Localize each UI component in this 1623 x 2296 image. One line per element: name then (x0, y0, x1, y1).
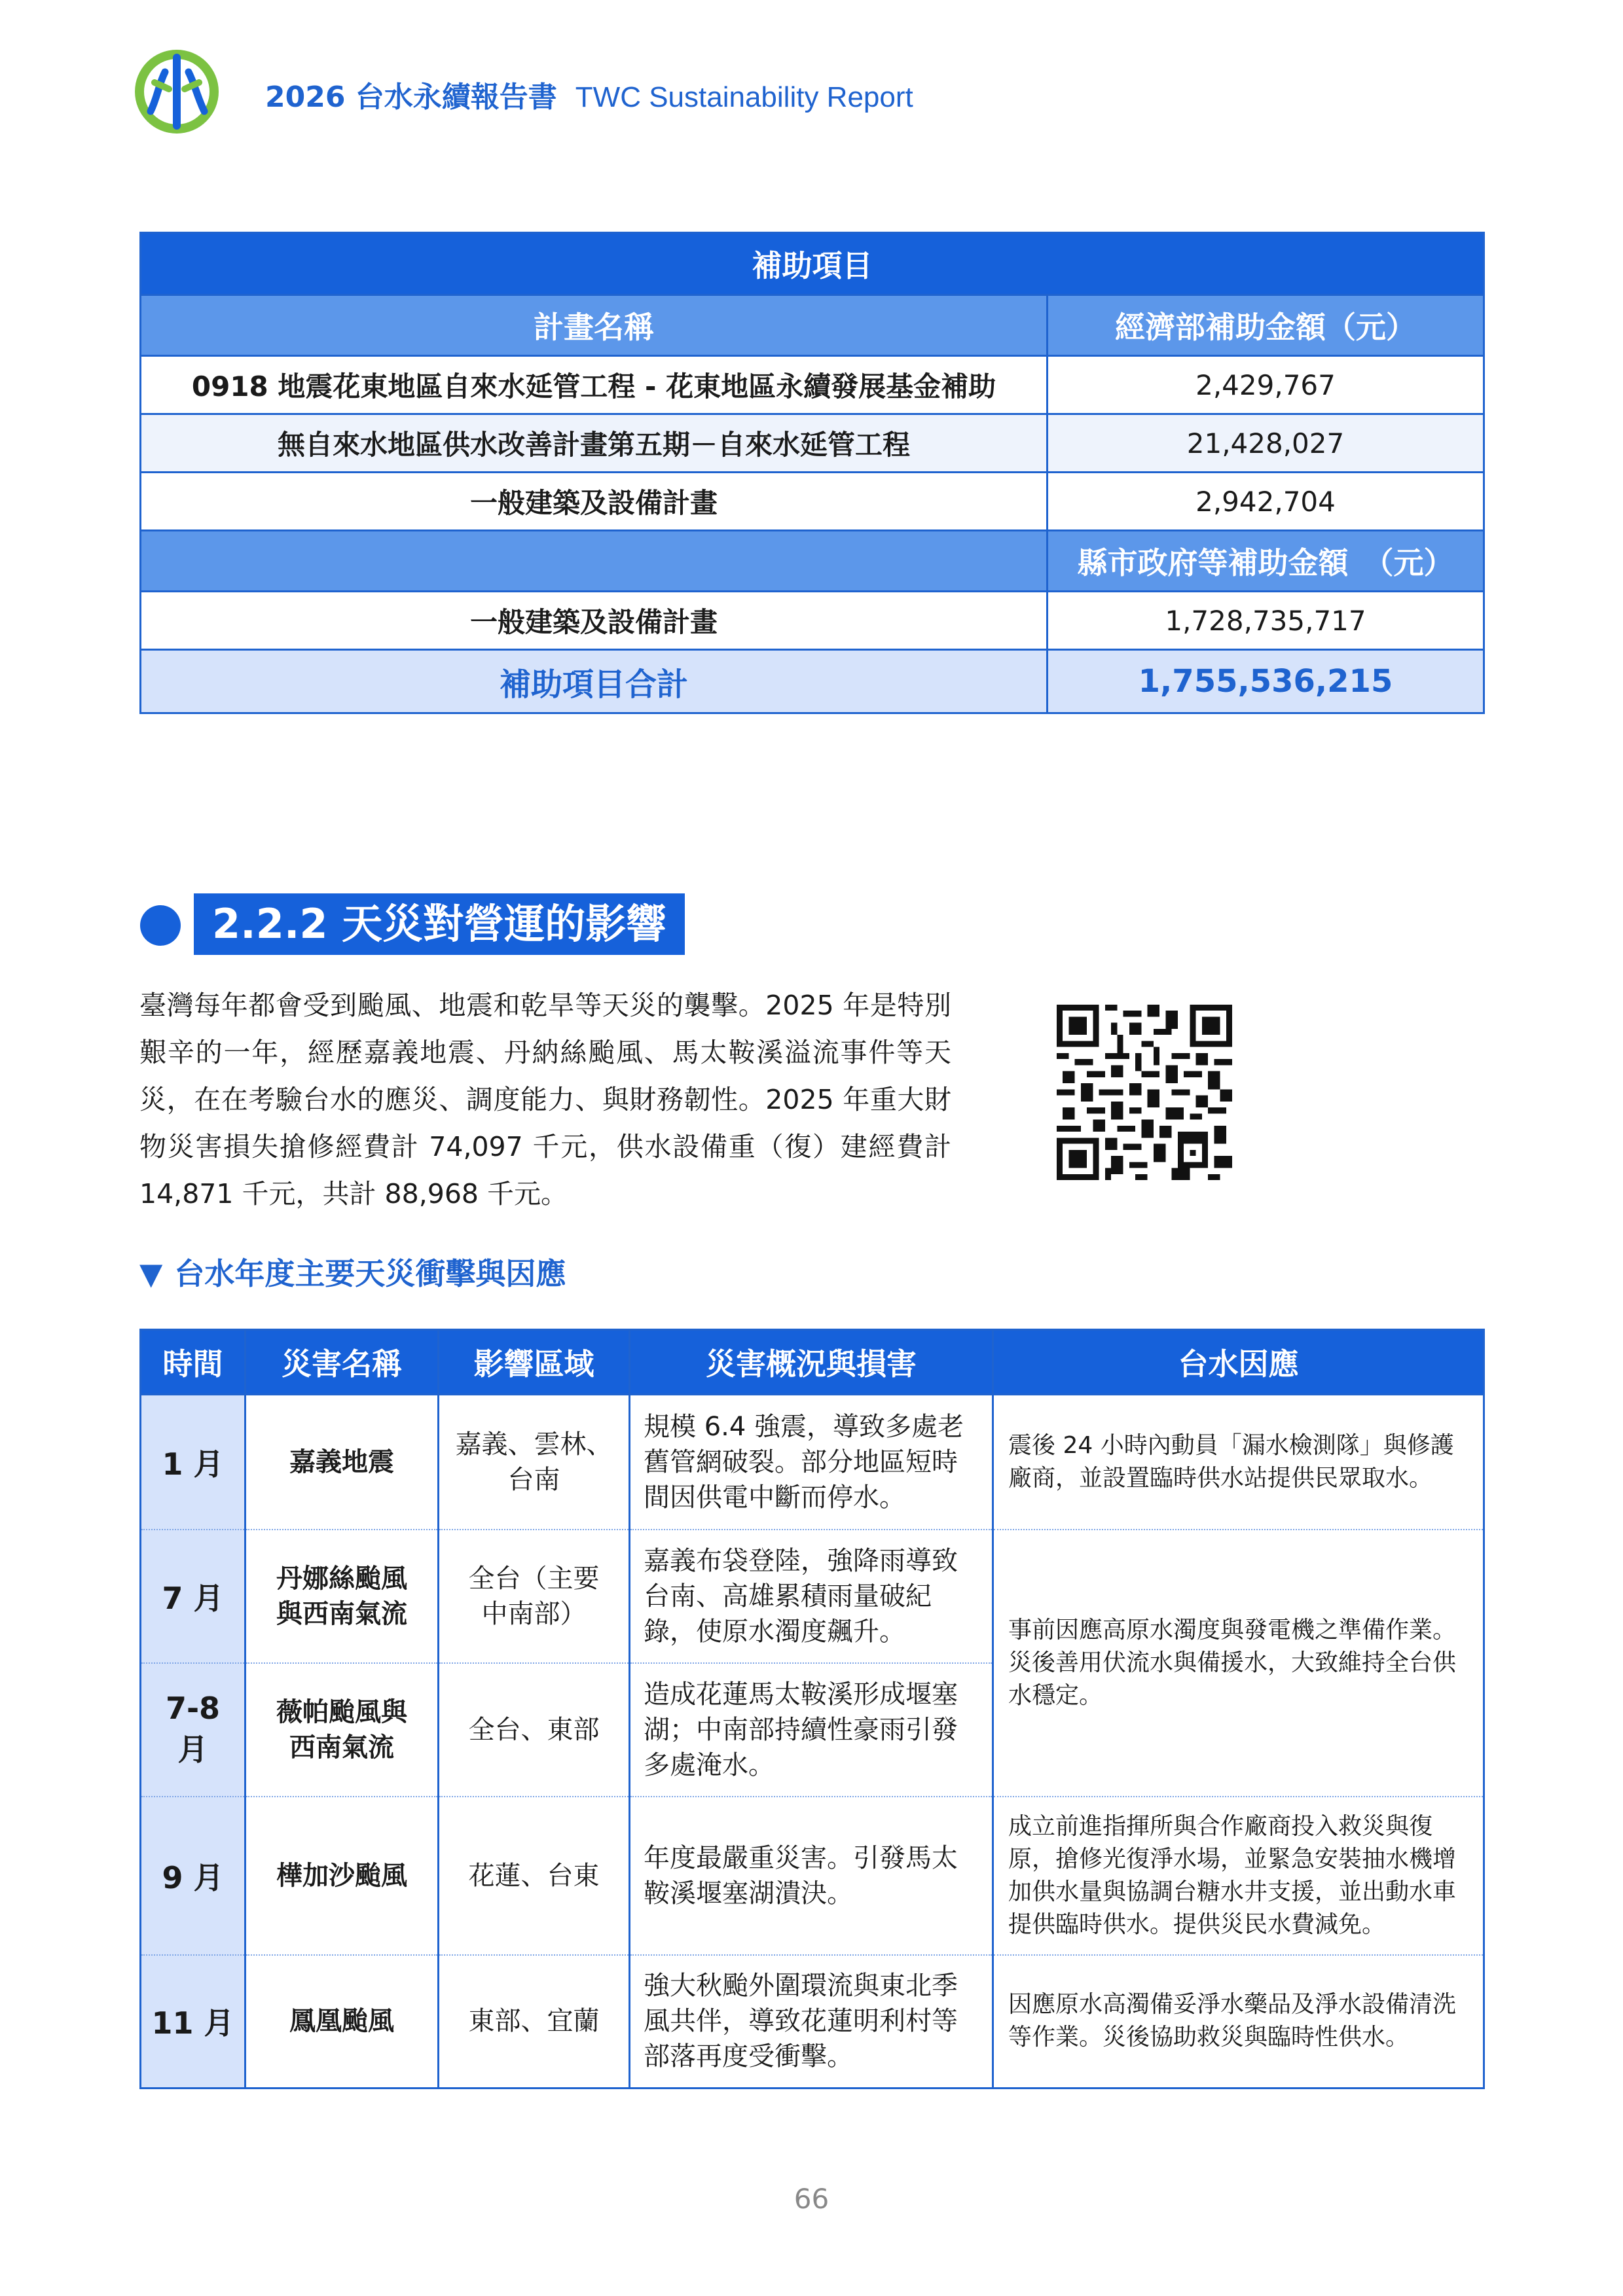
disaster-name: 丹娜絲颱風與西南氣流 (246, 1530, 439, 1663)
table-row (141, 1530, 1484, 1663)
disaster-summary: 嘉義布袋登陸，強降雨導致台南、高雄累積雨量破紀錄，使原水濁度飆升。 (630, 1530, 993, 1663)
disaster-response: 事前因應高原水濁度與發電機之準備作業。災後善用伏流水與備援水，大致維持全台供水穩定。 (993, 1530, 1484, 1797)
page-header (131, 39, 1113, 137)
disaster-month: 7 月 (141, 1530, 246, 1663)
header-area: 影響區域 (439, 1330, 630, 1395)
project-amount: 2,429,767 (1048, 356, 1484, 414)
project-name: 無自來水地區供水改善計畫第五期－自來水延管工程 (141, 414, 1048, 473)
disaster-month: 1 月 (141, 1395, 246, 1530)
table-row (141, 1797, 1484, 1955)
disaster-summary: 強大秋颱外圍環流與東北季風共伴，導致花蓮明利村等部落再度受衝擊。 (630, 1955, 993, 2089)
table-header-row (141, 1330, 1484, 1395)
disaster-name: 嘉義地震 (246, 1395, 439, 1530)
project-amount: 1,728,735,717 (1048, 592, 1484, 650)
disaster-response: 震後 24 小時內動員「漏水檢測隊」與修護廠商，並設置臨時供水站提供民眾取水。 (993, 1395, 1484, 1530)
header-disaster-name: 災害名稱 (246, 1330, 439, 1395)
disaster-area: 全台（主要中南部） (439, 1530, 630, 1663)
total-row (141, 650, 1484, 713)
subsidy-caption: 補助項目 (141, 233, 1484, 295)
disaster-month: 7-8 月 (141, 1663, 246, 1797)
project-name: 0918 地震花東地區自來水延管工程 - 花東地區永續發展基金補助 (141, 356, 1048, 414)
section-paragraph: 臺灣每年都會受到颱風、地震和乾旱等天災的襲擊。2025 年是特別艱辛的一年，經歷嘉義地震、丹納絲颱風、馬太鞍溪溢流事件等天災，在在考驗台水的應災、調度能力、與財務韌性。2025 年重大財物災害損失搶修經費計 74,097 千元，供水設備重（復）建經費計 14,871 千元，共計 88,968 千元。 (139, 990, 951, 1210)
col-moea-header: 經濟部補助金額（元） (1048, 295, 1484, 356)
disaster-heading (139, 1250, 566, 1293)
disaster-area: 東部、宜蘭 (439, 1955, 630, 2089)
disaster-response: 因應原水高濁備妥淨水藥品及淨水設備清洗等作業。災後協助救災與臨時性供水。 (993, 1955, 1484, 2089)
table-row (141, 1395, 1484, 1530)
qr-code-icon[interactable] (1057, 1005, 1232, 1180)
disaster-area: 嘉義、雲林、台南 (439, 1395, 630, 1530)
disaster-response: 成立前進指揮所與合作廠商投入救災與復原，搶修光復淨水場，並緊急安裝抽水機增加供水量與協調台糖水井支援，並出動水車提供臨時供水。提供災民水費減免。 (993, 1797, 1484, 1955)
twc-logo-icon (131, 46, 223, 137)
project-amount: 2,942,704 (1048, 473, 1484, 531)
section-bullet-icon (140, 905, 181, 946)
report-title (265, 73, 913, 115)
disaster-name: 鳳凰颱風 (246, 1955, 439, 2089)
report-title-en: TWC Sustainability Report (575, 81, 913, 113)
table-row (141, 1955, 1484, 2089)
table-row (141, 473, 1484, 531)
report-title-zh: 2026 台水永續報告書 (265, 81, 557, 114)
col-local-header: 縣市政府等補助金額 （元） (1048, 531, 1484, 592)
triangle-down-icon: ▼ (139, 1256, 163, 1291)
header-time: 時間 (141, 1330, 246, 1395)
total-value: 1,755,536,215 (1048, 650, 1484, 713)
page-number: 66 (793, 2183, 830, 2215)
header-summary: 災害概況與損害 (630, 1330, 993, 1395)
table-row (141, 356, 1484, 414)
disaster-name: 薇帕颱風與西南氣流 (246, 1663, 439, 1797)
disaster-month: 11 月 (141, 1955, 246, 2089)
project-amount: 21,428,027 (1048, 414, 1484, 473)
section-title: 2.2.2 天災對營運的影響 (194, 893, 685, 955)
project-name: 一般建築及設備計畫 (141, 473, 1048, 531)
header-response: 台水因應 (993, 1330, 1484, 1395)
disaster-area: 花蓮、台東 (439, 1797, 630, 1955)
disaster-heading-text: 台水年度主要天災衝擊與因應 (174, 1256, 566, 1291)
project-name: 一般建築及設備計畫 (141, 592, 1048, 650)
disaster-table (139, 1329, 1485, 2089)
table-row (141, 592, 1484, 650)
total-label: 補助項目合計 (141, 650, 1048, 713)
disaster-summary: 造成花蓮馬太鞍溪形成堰塞湖；中南部持續性豪雨引發多處淹水。 (630, 1663, 993, 1797)
table-row (141, 414, 1484, 473)
disaster-summary: 年度最嚴重災害。引發馬太鞍溪堰塞湖潰決。 (630, 1797, 993, 1955)
disaster-area: 全台、東部 (439, 1663, 630, 1797)
disaster-summary: 規模 6.4 強震，導致多處老舊管網破裂。部分地區短時間因供電中斷而停水。 (630, 1395, 993, 1530)
subsidy-table (139, 232, 1485, 714)
disaster-name: 樺加沙颱風 (246, 1797, 439, 1955)
col-project-header: 計畫名稱 (141, 295, 1048, 356)
col-local-blank (141, 531, 1048, 592)
disaster-month: 9 月 (141, 1797, 246, 1955)
